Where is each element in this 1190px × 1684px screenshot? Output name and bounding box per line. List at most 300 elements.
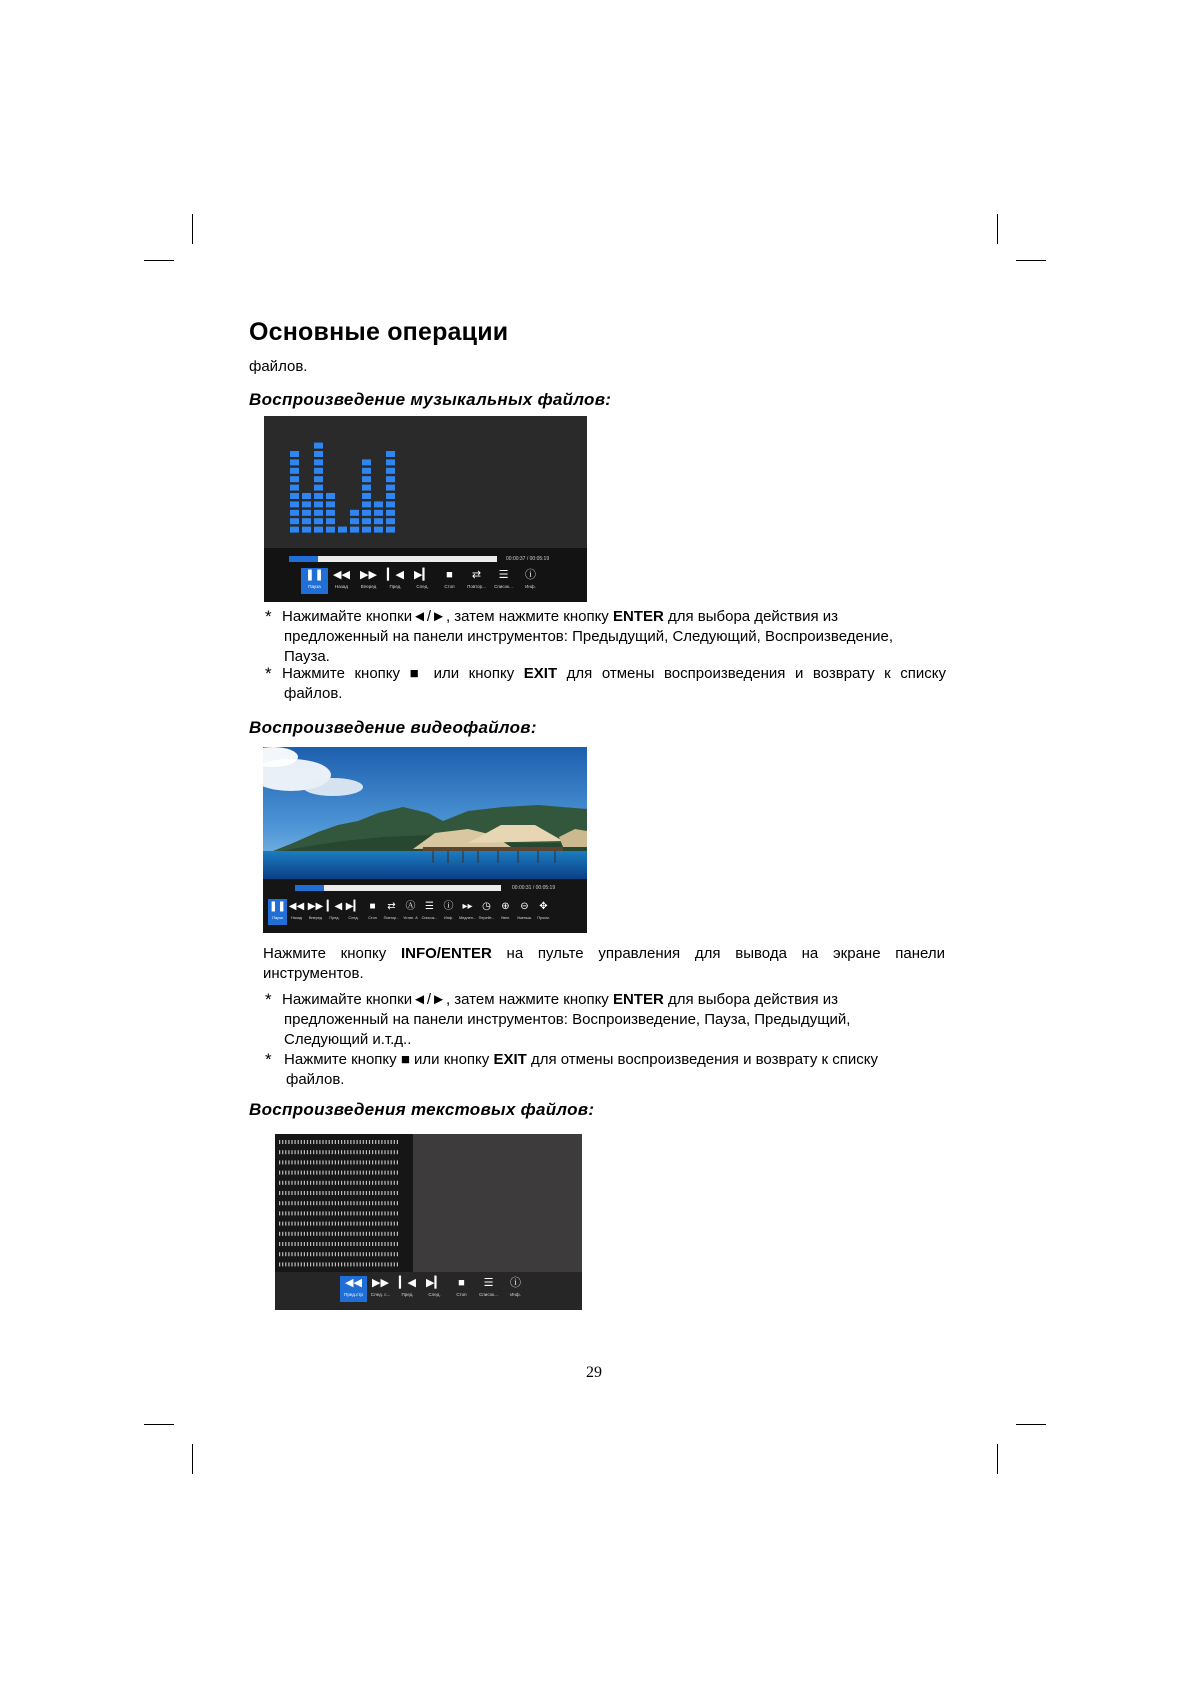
text-glyph bbox=[329, 1160, 330, 1164]
text-glyph bbox=[391, 1201, 392, 1205]
text-glyph bbox=[338, 1252, 339, 1256]
text-glyph bbox=[326, 1232, 327, 1236]
toolbar-button-label: След. bbox=[348, 916, 359, 920]
video-control-panel bbox=[263, 879, 587, 933]
text-glyph bbox=[384, 1222, 385, 1226]
text-glyph bbox=[353, 1242, 354, 1246]
text-glyph bbox=[394, 1140, 395, 1144]
text-glyph bbox=[310, 1262, 311, 1266]
equalizer-block bbox=[374, 527, 383, 533]
text-glyph bbox=[319, 1242, 320, 1246]
text-glyph bbox=[316, 1232, 317, 1236]
equalizer-block bbox=[314, 476, 323, 482]
text-glyph bbox=[313, 1242, 314, 1246]
text-glyph bbox=[381, 1222, 382, 1226]
text-glyph bbox=[279, 1150, 280, 1154]
toolbar-button-zoom-in[interactable] bbox=[496, 899, 515, 925]
text-glyph bbox=[366, 1140, 367, 1144]
text-glyph bbox=[347, 1232, 348, 1236]
preview-area bbox=[413, 1134, 582, 1272]
text-glyph bbox=[304, 1262, 305, 1266]
music-toolbar bbox=[301, 568, 544, 594]
text-glyph bbox=[319, 1181, 320, 1185]
text-glyph bbox=[304, 1150, 305, 1154]
video-section-heading: Воспроизведение видеофайлов: bbox=[249, 718, 537, 737]
equalizer-block bbox=[302, 518, 311, 524]
text-glyph bbox=[384, 1140, 385, 1144]
text-glyph bbox=[329, 1191, 330, 1195]
bullet-text: для отмены воспроизведения и возврату к списку bbox=[557, 665, 946, 682]
text-glyph bbox=[341, 1252, 342, 1256]
text-glyph bbox=[366, 1181, 367, 1185]
text-glyph bbox=[375, 1150, 376, 1154]
text-glyph bbox=[372, 1140, 373, 1144]
text-glyph bbox=[291, 1150, 292, 1154]
text-glyph bbox=[298, 1160, 299, 1164]
toolbar-button-info[interactable] bbox=[502, 1276, 529, 1302]
text-glyph bbox=[338, 1262, 339, 1266]
text-glyph bbox=[322, 1252, 323, 1256]
text-glyph bbox=[298, 1140, 299, 1144]
progress-bar[interactable] bbox=[289, 556, 497, 562]
text-glyph bbox=[322, 1160, 323, 1164]
text-glyph bbox=[357, 1232, 358, 1236]
music-section-heading: Воспроизведение музыкальных файлов: bbox=[249, 390, 612, 409]
text-glyph bbox=[326, 1160, 327, 1164]
toolbar-button-label: Пред. bbox=[389, 584, 402, 589]
text-glyph bbox=[288, 1262, 289, 1266]
toolbar-button-fast-forward[interactable] bbox=[306, 899, 325, 925]
crop-mark bbox=[144, 260, 174, 261]
text-glyph bbox=[332, 1171, 333, 1175]
text-glyph bbox=[301, 1201, 302, 1205]
text-glyph bbox=[360, 1150, 361, 1154]
text-glyph bbox=[394, 1181, 395, 1185]
bullet-text: Нажимайте кнопки◄/►, затем нажмите кнопку bbox=[282, 991, 613, 1008]
text-glyph bbox=[381, 1262, 382, 1266]
toolbar-button-fast-forward[interactable] bbox=[355, 568, 382, 594]
toolbar-button-goto[interactable] bbox=[477, 899, 496, 925]
text-glyph bbox=[335, 1262, 336, 1266]
text-glyph bbox=[341, 1201, 342, 1205]
bullet-text: для отмены воспроизведения и возврату к списку bbox=[526, 1051, 878, 1068]
toolbar-button-rewind[interactable] bbox=[328, 568, 355, 594]
next-icon: ▶▎ bbox=[426, 1277, 443, 1289]
text-glyph bbox=[304, 1140, 305, 1144]
equalizer-block bbox=[326, 518, 335, 524]
text-glyph bbox=[381, 1140, 382, 1144]
toolbar-button-zoom-out[interactable] bbox=[515, 899, 534, 925]
toolbar-button-pause[interactable] bbox=[268, 899, 287, 925]
text-glyph bbox=[291, 1252, 292, 1256]
toolbar-button-fast-forward[interactable] bbox=[367, 1276, 394, 1302]
text-glyph bbox=[288, 1150, 289, 1154]
text-glyph bbox=[338, 1181, 339, 1185]
text-glyph bbox=[310, 1242, 311, 1246]
equalizer-block bbox=[314, 443, 323, 449]
text-glyph bbox=[394, 1222, 395, 1226]
toolbar-button-label: Медлен... bbox=[458, 916, 477, 920]
text-glyph bbox=[329, 1222, 330, 1226]
text-glyph bbox=[285, 1242, 286, 1246]
text-glyph bbox=[282, 1181, 283, 1185]
text-glyph bbox=[357, 1140, 358, 1144]
toolbar-button-label: Инф. bbox=[443, 916, 453, 920]
text-glyph bbox=[394, 1242, 395, 1246]
toolbar-button-playlist[interactable] bbox=[420, 899, 439, 925]
equalizer-block bbox=[302, 510, 311, 516]
text-glyph bbox=[335, 1252, 336, 1256]
text-glyph bbox=[378, 1160, 379, 1164]
text-glyph bbox=[344, 1181, 345, 1185]
text-glyph bbox=[291, 1181, 292, 1185]
toolbar-button-repeat[interactable] bbox=[382, 899, 401, 925]
bullet-text: файлов. bbox=[284, 685, 343, 702]
text-glyph bbox=[357, 1201, 358, 1205]
time-total: 00:05:19 bbox=[535, 885, 556, 891]
text-glyph bbox=[285, 1140, 286, 1144]
text-glyph bbox=[388, 1140, 389, 1144]
text-glyph bbox=[366, 1150, 367, 1154]
text-glyph bbox=[310, 1232, 311, 1236]
text-glyph bbox=[341, 1262, 342, 1266]
toolbar-button-label: Просм. bbox=[537, 916, 550, 920]
text-glyph bbox=[319, 1140, 320, 1144]
equalizer-block bbox=[374, 501, 383, 507]
text-glyph bbox=[360, 1211, 361, 1215]
equalizer-block bbox=[350, 527, 359, 533]
text-glyph bbox=[322, 1211, 323, 1215]
text-glyph bbox=[310, 1160, 311, 1164]
text-glyph bbox=[288, 1232, 289, 1236]
text-glyph bbox=[285, 1160, 286, 1164]
text-glyph bbox=[279, 1171, 280, 1175]
text-glyph bbox=[304, 1242, 305, 1246]
text-glyph bbox=[288, 1171, 289, 1175]
crop-mark bbox=[192, 214, 193, 244]
toolbar-button-label: След. bbox=[428, 1292, 441, 1297]
equalizer-block bbox=[326, 501, 335, 507]
toolbar-button-rewind[interactable] bbox=[340, 1276, 367, 1302]
toolbar-button-previous[interactable] bbox=[325, 899, 344, 925]
text-glyph bbox=[332, 1140, 333, 1144]
text-glyph bbox=[304, 1222, 305, 1226]
toolbar-button-info[interactable] bbox=[439, 899, 458, 925]
text-glyph bbox=[353, 1181, 354, 1185]
equalizer-block bbox=[290, 510, 299, 516]
text-glyph bbox=[335, 1211, 336, 1215]
text-glyph bbox=[322, 1262, 323, 1266]
next-icon: ▶▎ bbox=[414, 569, 431, 581]
equalizer-block bbox=[386, 468, 395, 474]
equalizer-block bbox=[362, 510, 371, 516]
asterisk-icon: * bbox=[265, 607, 272, 626]
text-glyph bbox=[357, 1252, 358, 1256]
text-glyph bbox=[350, 1201, 351, 1205]
text-glyph bbox=[304, 1252, 305, 1256]
toolbar-button-label: Список... bbox=[494, 584, 513, 589]
toolbar-button-stop[interactable] bbox=[436, 568, 463, 594]
text-glyph bbox=[338, 1160, 339, 1164]
text-glyph bbox=[341, 1171, 342, 1175]
text-glyph bbox=[295, 1242, 296, 1246]
text-glyph bbox=[353, 1232, 354, 1236]
text-glyph bbox=[322, 1150, 323, 1154]
text-glyph bbox=[360, 1232, 361, 1236]
text-glyph bbox=[347, 1140, 348, 1144]
exit-key-label: EXIT bbox=[523, 665, 558, 682]
crop-mark bbox=[1016, 1424, 1046, 1425]
text-glyph bbox=[388, 1232, 389, 1236]
equalizer-block bbox=[326, 493, 335, 499]
text-glyph bbox=[384, 1232, 385, 1236]
text-glyph bbox=[397, 1262, 398, 1266]
music-control-panel bbox=[264, 548, 587, 602]
toolbar-button-slow[interactable] bbox=[458, 899, 477, 925]
text-glyph bbox=[335, 1160, 336, 1164]
equalizer-block bbox=[290, 485, 299, 491]
equalizer-block bbox=[314, 451, 323, 457]
text-glyph bbox=[397, 1211, 398, 1215]
text-glyph bbox=[388, 1171, 389, 1175]
text-glyph bbox=[295, 1160, 296, 1164]
progress-bar[interactable] bbox=[295, 885, 501, 891]
text-glyph bbox=[285, 1262, 286, 1266]
text-glyph bbox=[307, 1150, 308, 1154]
text-glyph bbox=[335, 1181, 336, 1185]
text-glyph bbox=[298, 1181, 299, 1185]
text-glyph bbox=[307, 1191, 308, 1195]
text-glyph bbox=[347, 1191, 348, 1195]
text-glyph bbox=[378, 1262, 379, 1266]
text-glyph bbox=[298, 1222, 299, 1226]
text-glyph bbox=[288, 1140, 289, 1144]
music-player-screenshot bbox=[264, 416, 587, 602]
text-glyph bbox=[322, 1171, 323, 1175]
text-glyph bbox=[316, 1222, 317, 1226]
text-glyph bbox=[381, 1201, 382, 1205]
bullet-text: Следующий и.т.д.. bbox=[284, 1031, 412, 1048]
equalizer-block bbox=[362, 459, 371, 465]
text-glyph bbox=[375, 1140, 376, 1144]
text-glyph bbox=[310, 1140, 311, 1144]
text-glyph bbox=[344, 1191, 345, 1195]
equalizer-block bbox=[350, 518, 359, 524]
text-glyph bbox=[288, 1252, 289, 1256]
text-glyph bbox=[366, 1201, 367, 1205]
text-glyph bbox=[319, 1160, 320, 1164]
text-glyph bbox=[360, 1191, 361, 1195]
text-glyph bbox=[335, 1222, 336, 1226]
text-glyph bbox=[372, 1222, 373, 1226]
text-glyph bbox=[288, 1242, 289, 1246]
text-glyph bbox=[347, 1171, 348, 1175]
text-glyph bbox=[279, 1232, 280, 1236]
text-glyph bbox=[301, 1181, 302, 1185]
text-glyph bbox=[350, 1181, 351, 1185]
bullet-text: предложенный на панели инструментов: Предыдущий, Следующий, Воспроизведение, bbox=[284, 628, 893, 645]
stop-icon: ■ bbox=[446, 569, 453, 581]
toolbar-button-next[interactable] bbox=[421, 1276, 448, 1302]
text-glyph bbox=[369, 1252, 370, 1256]
text-glyph bbox=[310, 1201, 311, 1205]
text-glyph bbox=[298, 1262, 299, 1266]
toolbar-button-next[interactable] bbox=[344, 899, 363, 925]
toolbar-button-move[interactable] bbox=[534, 899, 553, 925]
text-glyph bbox=[301, 1191, 302, 1195]
text-glyph bbox=[316, 1150, 317, 1154]
equalizer-block bbox=[362, 527, 371, 533]
text-glyph bbox=[295, 1181, 296, 1185]
equalizer-block bbox=[374, 510, 383, 516]
bullet-text: предложенный на панели инструментов: Воспроизведение, Пауза, Предыдущий, bbox=[284, 1011, 851, 1028]
text-glyph bbox=[344, 1222, 345, 1226]
equalizer-block bbox=[362, 518, 371, 524]
toolbar-button-label: Назад bbox=[291, 916, 302, 920]
text-glyph bbox=[353, 1211, 354, 1215]
text-glyph bbox=[397, 1150, 398, 1154]
equalizer-block bbox=[314, 510, 323, 516]
text-glyph bbox=[347, 1181, 348, 1185]
text-glyph bbox=[326, 1252, 327, 1256]
toolbar-button-playlist[interactable] bbox=[475, 1276, 502, 1302]
text-glyph bbox=[397, 1181, 398, 1185]
toolbar-button-repeat[interactable] bbox=[463, 568, 490, 594]
text-glyph bbox=[316, 1140, 317, 1144]
fast-forward-icon: ▶▶ bbox=[372, 1277, 389, 1289]
text-glyph bbox=[388, 1150, 389, 1154]
text-glyph bbox=[372, 1191, 373, 1195]
text-glyph bbox=[347, 1211, 348, 1215]
toolbar-button-ab[interactable] bbox=[401, 899, 420, 925]
text-glyph bbox=[397, 1160, 398, 1164]
text-glyph bbox=[313, 1232, 314, 1236]
text-glyph bbox=[369, 1140, 370, 1144]
text-glyph bbox=[341, 1191, 342, 1195]
toolbar-button-stop[interactable] bbox=[448, 1276, 475, 1302]
text-glyph bbox=[363, 1191, 364, 1195]
text-glyph bbox=[279, 1252, 280, 1256]
text-glyph bbox=[375, 1252, 376, 1256]
text-section-heading: Воспроизведения текстовых файлов: bbox=[249, 1100, 595, 1119]
equalizer-block bbox=[326, 527, 335, 533]
toolbar-button-pause[interactable] bbox=[301, 568, 328, 594]
text-glyph bbox=[366, 1222, 367, 1226]
intro-text: файлов. bbox=[249, 358, 308, 375]
text-glyph bbox=[326, 1211, 327, 1215]
text-glyph bbox=[338, 1211, 339, 1215]
text-glyph bbox=[391, 1171, 392, 1175]
text-glyph bbox=[375, 1211, 376, 1215]
text-glyph bbox=[357, 1242, 358, 1246]
text-glyph bbox=[341, 1140, 342, 1144]
text-glyph bbox=[366, 1171, 367, 1175]
text-glyph bbox=[295, 1252, 296, 1256]
text-glyph bbox=[307, 1252, 308, 1256]
text-glyph bbox=[307, 1211, 308, 1215]
text-glyph bbox=[350, 1262, 351, 1266]
toolbar-button-rewind[interactable] bbox=[287, 899, 306, 925]
text-glyph bbox=[360, 1201, 361, 1205]
toolbar-button-playlist[interactable] bbox=[490, 568, 517, 594]
text-glyph bbox=[378, 1181, 379, 1185]
text-glyph bbox=[304, 1201, 305, 1205]
toolbar-button-label: Стоп bbox=[444, 584, 455, 589]
text-glyph bbox=[332, 1191, 333, 1195]
text-glyph bbox=[381, 1181, 382, 1185]
text-glyph bbox=[304, 1232, 305, 1236]
bullet-text: для выбора действия из bbox=[663, 991, 839, 1008]
text-viewer-screenshot bbox=[275, 1134, 582, 1310]
toolbar-button-label: Уменьш. bbox=[516, 916, 533, 920]
text-glyph bbox=[335, 1171, 336, 1175]
text-glyph bbox=[282, 1201, 283, 1205]
text-glyph bbox=[369, 1211, 370, 1215]
text-glyph bbox=[363, 1242, 364, 1246]
text-glyph bbox=[366, 1262, 367, 1266]
text-glyph bbox=[329, 1211, 330, 1215]
playlist-icon: ☰ bbox=[483, 1277, 494, 1289]
text-glyph bbox=[322, 1232, 323, 1236]
text-glyph bbox=[344, 1150, 345, 1154]
text-glyph bbox=[279, 1262, 280, 1266]
text-glyph bbox=[372, 1181, 373, 1185]
text-glyph bbox=[335, 1150, 336, 1154]
toolbar-button-info[interactable] bbox=[517, 568, 544, 594]
stop-icon: ■ bbox=[369, 901, 376, 912]
text-glyph bbox=[375, 1160, 376, 1164]
toolbar-button-previous[interactable] bbox=[394, 1276, 421, 1302]
toolbar-button-next[interactable] bbox=[409, 568, 436, 594]
text-glyph bbox=[326, 1140, 327, 1144]
stop-icon: ■ bbox=[458, 1277, 465, 1289]
text-glyph bbox=[295, 1211, 296, 1215]
text-glyph bbox=[366, 1191, 367, 1195]
text-glyph bbox=[307, 1201, 308, 1205]
text-glyph bbox=[326, 1242, 327, 1246]
text-glyph bbox=[391, 1242, 392, 1246]
text-glyph bbox=[338, 1140, 339, 1144]
equalizer-block bbox=[302, 527, 311, 533]
equalizer-block bbox=[362, 493, 371, 499]
text-glyph bbox=[301, 1262, 302, 1266]
text-glyph bbox=[298, 1191, 299, 1195]
rewind-icon: ◀◀ bbox=[288, 901, 305, 912]
text-glyph bbox=[285, 1150, 286, 1154]
enter-key-label: ENTER bbox=[612, 991, 664, 1008]
text-glyph bbox=[388, 1222, 389, 1226]
asterisk-icon: * bbox=[265, 990, 272, 1009]
text-glyph bbox=[285, 1222, 286, 1226]
text-glyph bbox=[288, 1222, 289, 1226]
text-glyph bbox=[384, 1211, 385, 1215]
text-glyph bbox=[353, 1252, 354, 1256]
equalizer-block bbox=[386, 485, 395, 491]
text-glyph bbox=[369, 1232, 370, 1236]
text-glyph bbox=[381, 1232, 382, 1236]
text-glyph bbox=[322, 1181, 323, 1185]
text-glyph bbox=[316, 1181, 317, 1185]
text-glyph bbox=[313, 1201, 314, 1205]
text-glyph bbox=[298, 1232, 299, 1236]
toolbar-button-previous[interactable] bbox=[382, 568, 409, 594]
text-glyph bbox=[384, 1191, 385, 1195]
text-glyph bbox=[357, 1191, 358, 1195]
toolbar-button-stop[interactable] bbox=[363, 899, 382, 925]
text-glyph bbox=[375, 1232, 376, 1236]
text-glyph bbox=[375, 1201, 376, 1205]
text-glyph bbox=[301, 1252, 302, 1256]
